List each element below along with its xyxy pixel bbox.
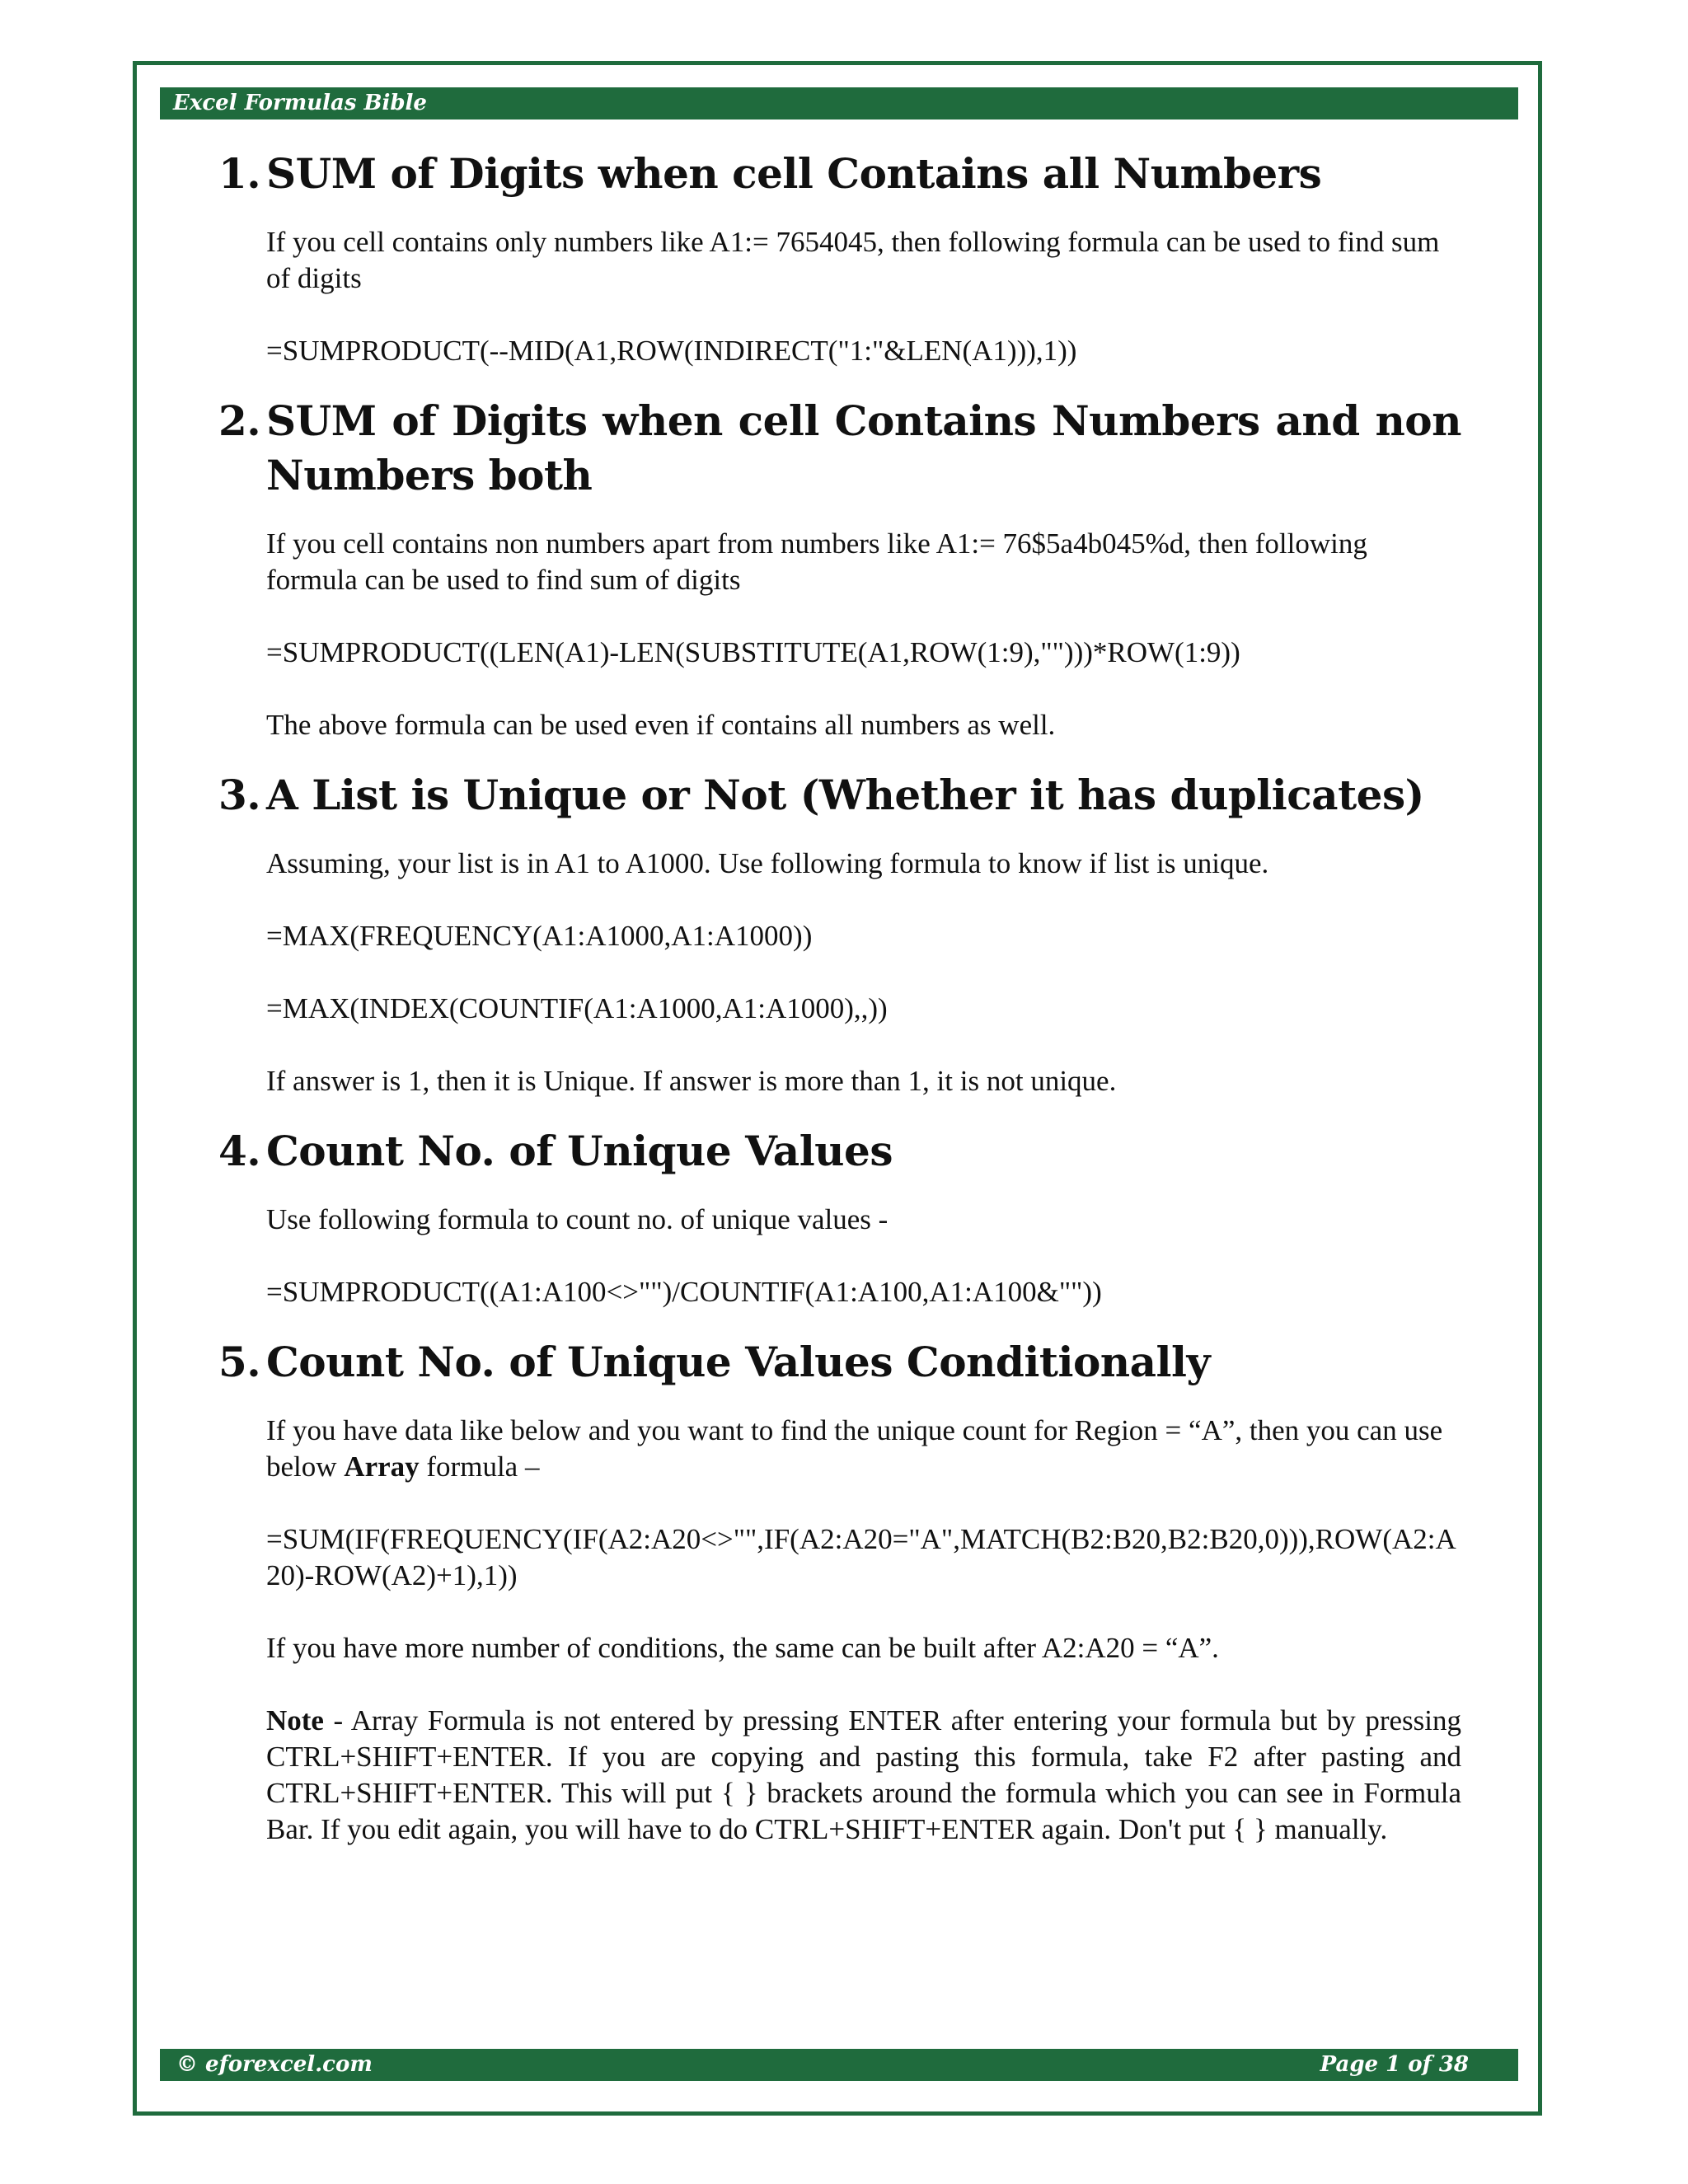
section-body	[218, 224, 1461, 369]
section-1	[218, 147, 1461, 369]
footer-page-number: Page 1 of 38	[1320, 2052, 1469, 2077]
formula: =SUM(IF(FREQUENCY(IF(A2:A20<>"",IF(A2:A20="A",MATCH(B2:B20,B2:B20,0))),ROW(A2:A20)-ROW(A2)+1),1))	[266, 1523, 1456, 1591]
paragraph: If answer is 1, then it is Unique. If answer is more than 1, it is not unique.	[266, 1065, 1117, 1097]
paragraph: If you cell contains only numbers like A1:= 7654045, then following formula can be used to find sum of digits	[266, 226, 1440, 294]
paragraph: The above formula can be used even if contains all numbers as well.	[266, 709, 1056, 741]
section-title: SUM of Digits when cell Contains all Numbers	[266, 149, 1322, 198]
note-text: - Array Formula is not entered by pressing ENTER after entering your formula but by pressing CTRL+SHIFT+ENTER. If you are copying and pasting this formula, take F2 after pasting and CTRL+SHIFT+ENTER. This will put { } brackets around the formula which you can see in Formula Bar. If you edit again, you will have to do CTRL+SHIFT+ENTER again. Don't put { } manually.	[266, 1704, 1461, 1845]
section-body	[218, 1413, 1461, 1848]
section-heading	[218, 1335, 1461, 1390]
section-5	[218, 1335, 1461, 1848]
formula: =SUMPRODUCT((LEN(A1)-LEN(SUBSTITUTE(A1,ROW(1:9),"")))*ROW(1:9))	[266, 636, 1240, 668]
array-keyword: Array	[344, 1451, 420, 1483]
page-content	[218, 147, 1461, 1884]
section-number: 3.	[218, 771, 261, 819]
note-paragraph	[266, 1703, 1461, 1848]
formula: =SUMPRODUCT(--MID(A1,ROW(INDIRECT("1:"&LEN(A1))),1))	[266, 335, 1077, 367]
note-label: Note	[266, 1704, 324, 1736]
section-number: 1.	[218, 149, 261, 198]
section-title: SUM of Digits when cell Contains Numbers and non Numbers both	[266, 396, 1461, 499]
section-heading	[218, 768, 1461, 823]
formula: =MAX(FREQUENCY(A1:A1000,A1:A1000))	[266, 920, 813, 952]
section-body	[218, 526, 1461, 743]
paragraph-text: formula –	[419, 1451, 540, 1483]
section-number: 2.	[218, 396, 261, 445]
page-footer	[160, 2049, 1518, 2081]
paragraph	[266, 1413, 1461, 1485]
section-heading	[218, 147, 1461, 201]
paragraph: If you cell contains non numbers apart from numbers like A1:= 76$5a4b045%d, then following formula can be used to find sum of digits	[266, 527, 1367, 596]
paragraph: Assuming, your list is in A1 to A1000. Use following formula to know if list is unique.	[266, 847, 1269, 879]
section-title: A List is Unique or Not (Whether it has duplicates)	[266, 771, 1424, 819]
section-body	[218, 846, 1461, 1099]
section-body	[218, 1202, 1461, 1310]
formula: =SUMPRODUCT((A1:A100<>"")/COUNTIF(A1:A100,A1:A100&""))	[266, 1276, 1102, 1308]
footer-copyright: © eforexcel.com	[176, 2052, 373, 2077]
section-title: Count No. of Unique Values	[266, 1127, 893, 1175]
page-header	[160, 87, 1518, 120]
section-number: 4.	[218, 1127, 261, 1175]
section-number: 5.	[218, 1338, 261, 1386]
section-heading	[218, 1124, 1461, 1179]
formula: =MAX(INDEX(COUNTIF(A1:A1000,A1:A1000),,))	[266, 992, 888, 1024]
section-3	[218, 768, 1461, 1099]
paragraph-text: If you have data like below and you want to find the unique count for Region = “A”, then you can use below	[266, 1414, 1443, 1483]
section-4	[218, 1124, 1461, 1310]
section-2	[218, 394, 1461, 743]
section-heading	[218, 394, 1461, 503]
paragraph: Use following formula to count no. of unique values -	[266, 1203, 889, 1235]
paragraph: If you have more number of conditions, the same can be built after A2:A20 = “A”.	[266, 1632, 1219, 1664]
header-title: Excel Formulas Bible	[173, 91, 427, 115]
section-title: Count No. of Unique Values Conditionally	[266, 1338, 1211, 1386]
